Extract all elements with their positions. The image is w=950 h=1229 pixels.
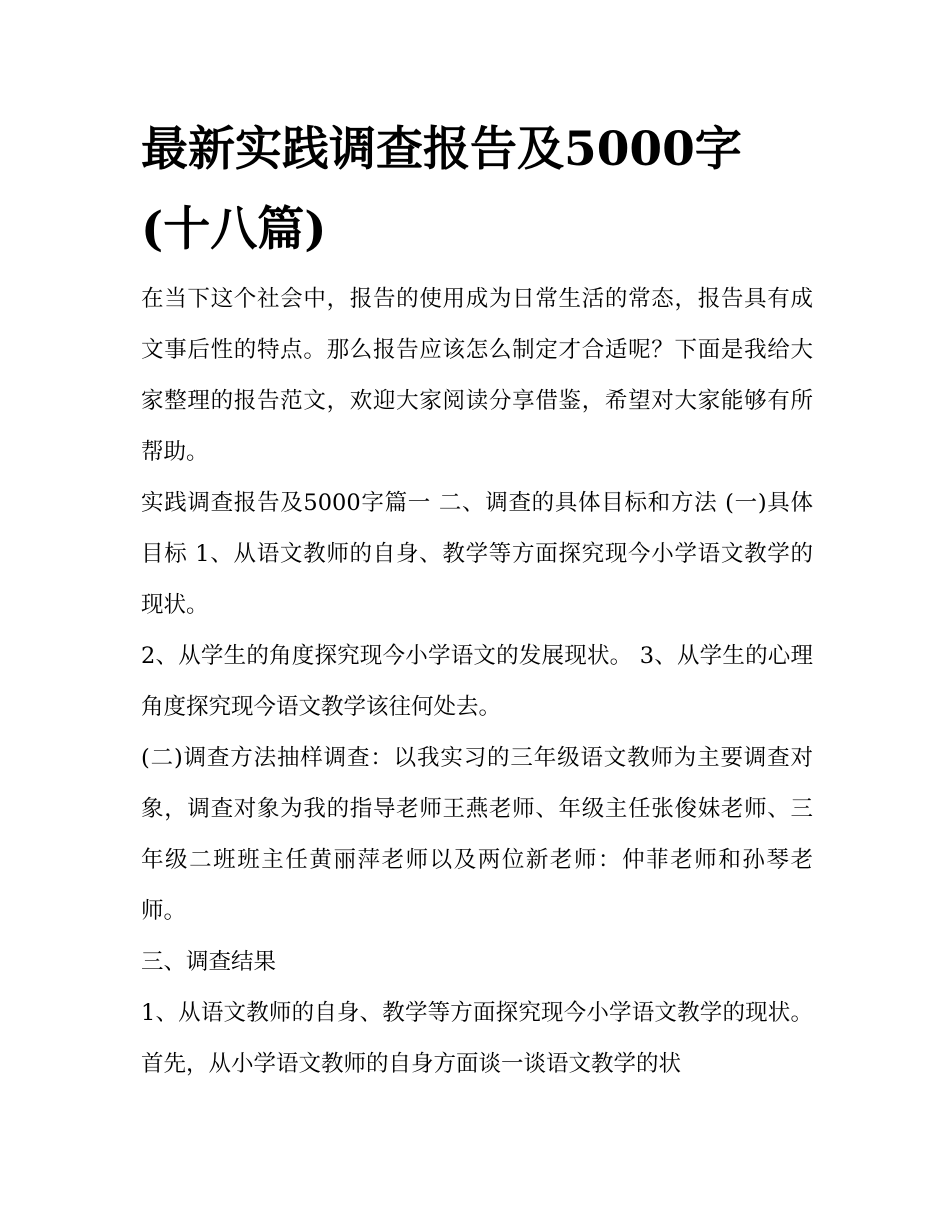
paragraph-intro: 在当下这个社会中，报告的使用成为日常生活的常态，报告具有成文事后性的特点。那么报告应该怎么制定才合适呢？下面是我给大家整理的报告范文，欢迎大家阅读分享借鉴，希望对大家能够有所帮助。 <box>141 286 813 465</box>
document-body <box>141 274 813 1090</box>
title-line-1: 最新实践调查报告及5000字 <box>141 122 742 177</box>
paragraph-section-1: 实践调查报告及5000字篇一 二、调查的具体目标和方法 (一)具体目标 1、从语文教师的自身、教学等方面探究现今小学语文教学的现状。 <box>141 490 813 618</box>
document-title <box>141 110 813 270</box>
title-line-2: (十八篇) <box>141 202 327 257</box>
paragraph-heading-results: 三、调查结果 <box>141 949 277 975</box>
paragraph-method: (二)调查方法抽样调查：以我实习的三年级语文教师为主要调查对象，调查对象为我的指导老师王燕老师、年级主任张俊妹老师、三年级二班班主任黄丽萍老师以及两位新老师：仲菲老师和孙琴老师。 <box>141 745 813 924</box>
paragraph-results-1: 1、从语文教师的自身、教学等方面探究现今小学语文教学的现状。首先，从小学语文教师的自身方面谈一谈语文教学的状 <box>141 1000 813 1077</box>
document-content <box>141 110 813 1090</box>
paragraph-goals-2-3: 2、从学生的角度探究现今小学语文的发展现状。 3、从学生的心理角度探究现今语文教学该往何处去。 <box>141 643 813 720</box>
